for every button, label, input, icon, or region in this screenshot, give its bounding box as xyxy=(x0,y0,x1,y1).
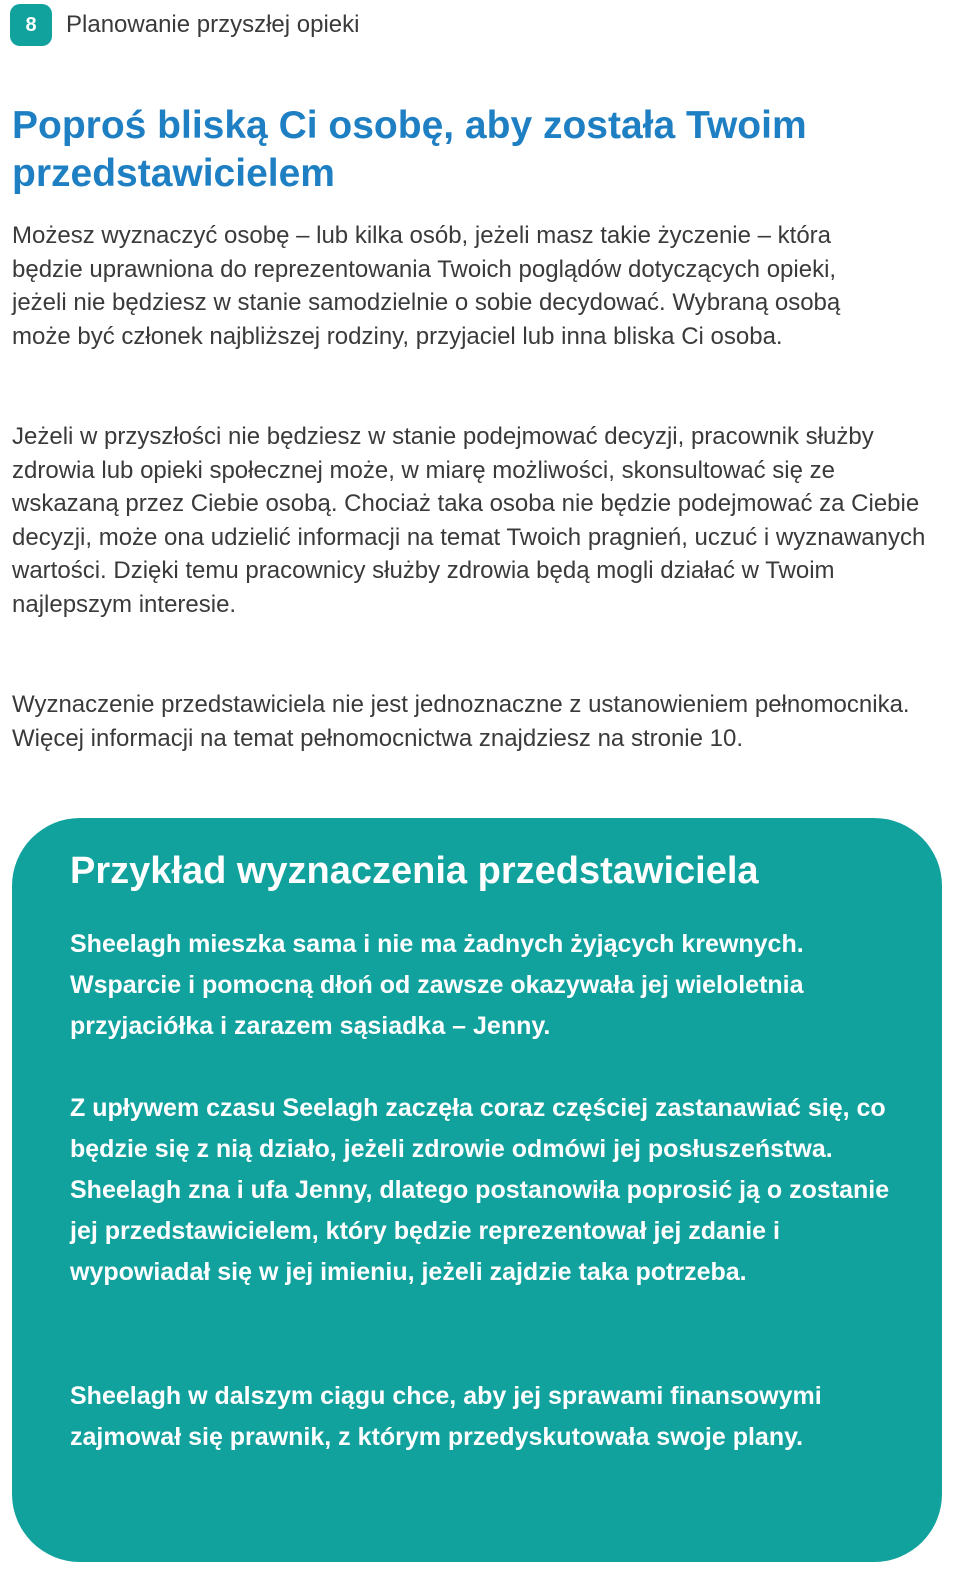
example-title: Przykład wyznaczenia przedstawiciela xyxy=(70,850,759,892)
example-paragraph: Z upływem czasu Seelagh zaczęła coraz częściej zastanawiać się, co będzie się z nią działo, jeżeli zdrowie odmówi jej posłuszeństwa. Sheelagh zna i ufa Jenny, dlatego postanowiła poprosić ją o zostanie jej przedstawicielem, który będzie reprezentował jej zdanie i wypowiadał się w jej imieniu, jeżeli zajdzie taka potrzeba. xyxy=(70,1094,890,1286)
example-box xyxy=(12,818,942,1562)
paragraph-representative-intro: Możesz wyznaczyć osobę – lub kilka osób, jeżeli masz takie życzenie – która będzie uprawniona do reprezentowania Twoich poglądów dotyczących opieki, jeżeli nie będziesz w stanie samodzielnie o sobie decydować. Wybraną osobą może być członek najbliższej rodziny, przyjaciel lub inna bliska Ci osoba. xyxy=(12,222,841,350)
page-header xyxy=(10,4,359,46)
example-paragraph: Sheelagh w dalszym ciągu chce, aby jej sprawami finansowymi zajmował się prawnik, z którym przedyskutowała swoje plany. xyxy=(70,1382,822,1451)
page-heading: Poproś bliską Ci osobę, aby została Twoim przedstawicielem xyxy=(12,104,807,195)
paragraph-future-decisions: Jeżeli w przyszłości nie będziesz w stanie podejmować decyzji, pracownik służby zdrowia lub opieki społecznej może, w miarę możliwości, skonsultować się ze wskazaną przez Ciebie osobą. Chociaż taka osoba nie będzie podejmować za Ciebie decyzji, może ona udzielić informacji na temat Twoich pragnień, uczuć i wyznawanych wartości. Dzięki temu pracownicy służby zdrowia będą mogli działać w Twoim najlepszym interesie. xyxy=(12,423,926,618)
paragraph-power-of-attorney-note: Wyznaczenie przedstawiciela nie jest jednoznaczne z ustanowieniem pełnomocnika. Więcej informacji na temat pełnomocnictwa znajdziesz na stronie 10. xyxy=(12,691,910,752)
page-number-badge: 8 xyxy=(10,4,52,46)
example-paragraph: Sheelagh mieszka sama i nie ma żadnych żyjących krewnych. Wsparcie i pomocną dłoń od zawsze okazywała jej wieloletnia przyjaciółka i zarazem sąsiadka – Jenny. xyxy=(70,930,804,1040)
section-title: Planowanie przyszłej opieki xyxy=(66,11,360,38)
